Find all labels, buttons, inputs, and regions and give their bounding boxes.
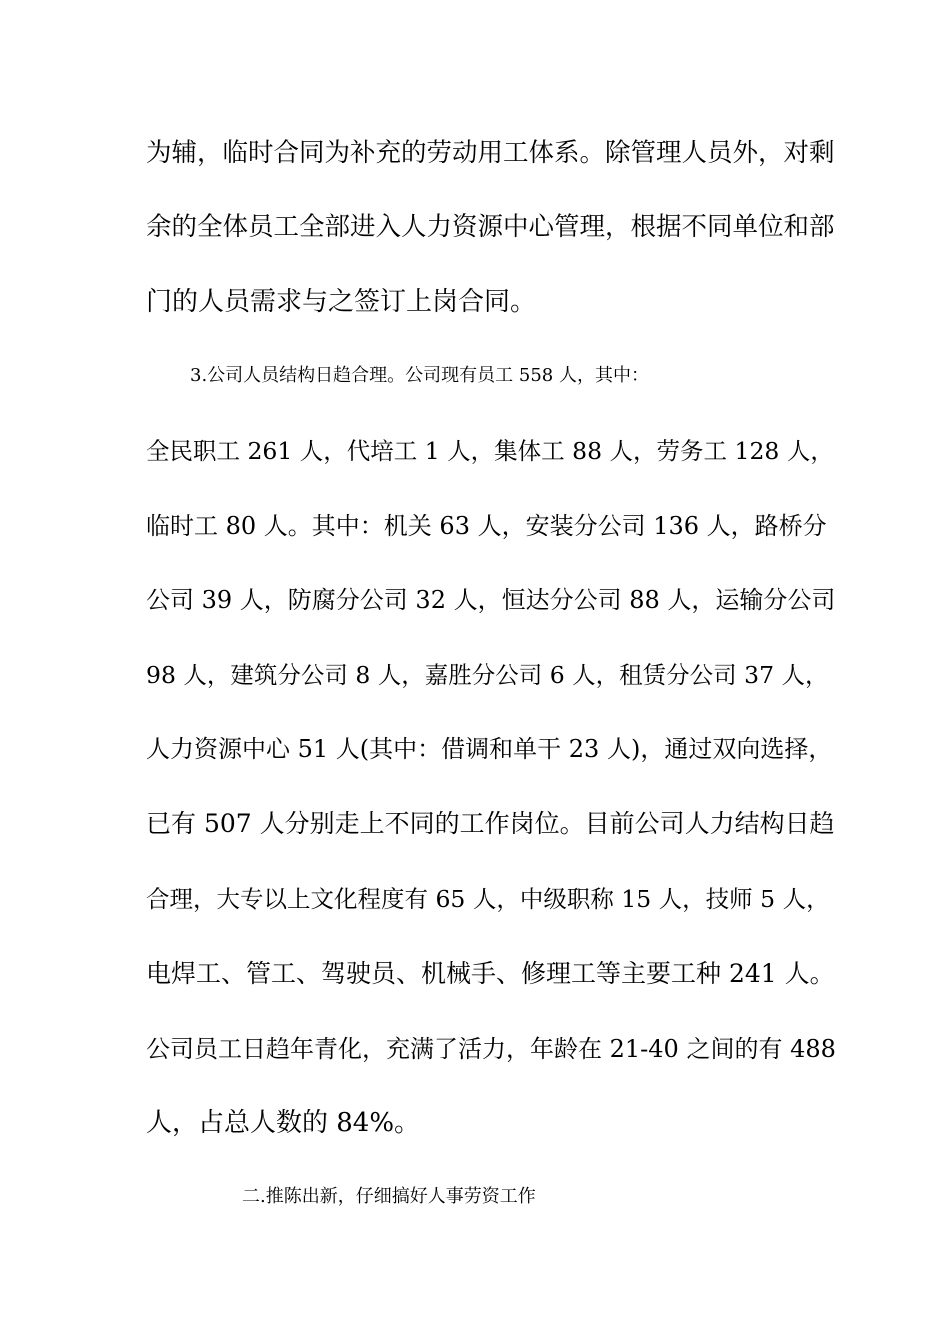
paragraph-line: 人，占总人数的 84%。: [146, 1108, 421, 1138]
paragraph-line: 人力资源中心 51 人(其中：借调和单干 23 人)，通过双向选择，: [146, 735, 833, 763]
paragraph-line: 余的全体员工全部进入人力资源中心管理，根据不同单位和部: [146, 212, 835, 242]
paragraph-line: 合理，大专以上文化程度有 65 人，中级职称 15 人，技师 5 人，: [146, 885, 830, 913]
paragraph-line: 已有 507 人分别走上不同的工作岗位。目前公司人力结构日趋: [146, 809, 835, 838]
paragraph-line: 98 人，建筑分公司 8 人，嘉胜分公司 6 人，租赁分公司 37 人，: [146, 661, 829, 689]
paragraph-line: 全民职工 261 人，代培工 1 人，集体工 88 人，劳务工 128 人，: [146, 437, 834, 465]
paragraph-line: 门的人员需求与之签订上岗合同。: [146, 287, 537, 317]
section-heading: 二.推陈出新，仔细搞好人事劳资工作: [242, 1186, 536, 1207]
paragraph-line: 电焊工、管工、驾驶员、机械手、修理工等主要工种 241 人。: [146, 959, 835, 988]
paragraph-line: 公司员工日趋年青化，充满了活力，年龄在 21-40 之间的有 488: [146, 1035, 836, 1063]
paragraph-line: 公司 39 人，防腐分公司 32 人，恒达分公司 88 人，运输分公司: [146, 586, 836, 614]
paragraph-line: 临时工 80 人。其中：机关 63 人，安装分公司 136 人，路桥分: [146, 512, 827, 540]
paragraph-line: 3.公司人员结构日趋合理。公司现有员工 558 人，其中：: [190, 365, 649, 386]
paragraph-line: 为辅，临时合同为补充的劳动用工体系。除管理人员外，对剩: [146, 138, 835, 168]
